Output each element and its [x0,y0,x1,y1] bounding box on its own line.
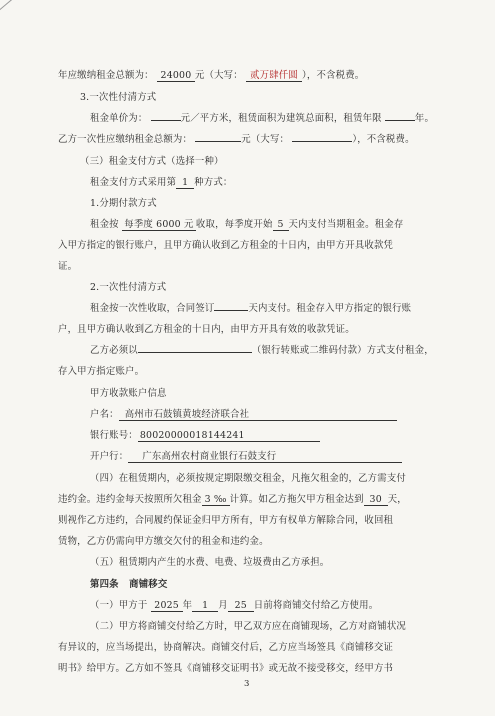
handover-year-value: 2025 [151,600,183,612]
lease-years-blank [385,120,415,121]
text-line: （二）甲方将商铺交付给乙方时，甲乙双方应在商铺现场，乙方对商铺状况 [90,621,406,632]
text: 元（大写： [194,70,243,81]
text: 年应缴纳租金总额为： [58,70,154,81]
line-annual-total [58,69,364,82]
text: 日前将商铺交付给乙方使用。 [253,600,379,611]
section-utilities: （五）租赁期内产生的水费、电费、垃圾费由乙方承担。 [90,557,330,568]
text-line: 赁物，乙方仍需向甲方缴交欠付的租金和违约金。 [58,536,269,547]
text: （一）甲方于 [90,600,148,611]
text: 种方式： [194,177,233,188]
text: 天内支付。租金存入甲方指定的银行账 [248,303,412,314]
text: 违约金。违约金每天按照所欠租金 [58,494,202,505]
line-installment-terms [90,218,403,231]
corner-fold-mark [0,0,28,15]
account-info-title: 甲方收款账户信息 [90,388,167,399]
text: 租金支付方式采用第 [90,177,177,188]
text: ），不含税费。 [302,70,365,81]
text-line: 户，且甲方确认收到乙方租金的十日内，由甲方开具有效的收款凭证。 [58,324,355,335]
text: 月 [218,600,228,611]
lumpsum-chinese-blank [292,141,352,142]
unit-price-blank [151,120,181,121]
text: 租金单价为： [90,113,148,124]
text: 年 [182,600,193,611]
text: 天内支付当期租金。租金存 [288,219,404,230]
lumpsum-days-blank [214,310,248,311]
line-lumpsum-total [58,133,415,146]
account-number-label: 银行账号： [90,430,138,441]
text-line: 有异议的，应当场提出，协商解决。商铺交付后，乙方应当场签具《商铺移交证 [58,642,394,653]
installment-amount-value: 每季度 6000 元 [122,219,196,231]
line-unit-price [90,112,434,125]
line-handover-date [90,599,378,612]
handover-day-value: 25 [228,600,254,612]
annual-amount-chinese: 贰万肆仟圆 [246,70,302,82]
article-title: 商铺移交 [129,579,168,590]
text-line: 存入甲方指定账户。 [58,366,145,377]
text: ），不含税费。 [352,134,415,145]
line-penalty-terms [58,493,407,506]
line-lumpsum-title: 2.一次性付清方式 [90,282,167,293]
payment-channel-blank [138,352,252,353]
handover-month-value: 1 [192,600,218,612]
bank-branch-value: 广东高州农村商业银行石鼓支行 [128,451,402,463]
text-line: 证。 [58,261,78,272]
penalty-rate-value: 3 ‰ [202,494,230,506]
line-payment-channel [90,344,434,357]
account-name-line [90,408,397,421]
text-line: 明书》给甲方。乙方如不签具《商铺移交证明书》或无故不接受移交，经甲方书 [58,663,394,674]
lumpsum-amount-blank [195,141,241,142]
text: 租金按 [90,219,119,230]
account-number-value: 80020000018144241 [138,430,320,442]
article-four-heading [90,578,167,591]
account-name-value: 高州市石鼓镇黄坡经济联合社 [119,409,397,421]
section-late-payment: （四）在租赁期内，必须按规定期限缴交租金，凡拖欠租金的，乙方需支付 [90,473,406,484]
text: 年。 [414,113,435,124]
text-line: 入甲方指定的银行账户，且甲方确认收到乙方租金的十日内，由甲方开具收款凭 [58,240,394,251]
text-line: 则视作乙方违约，合同履约保证金归甲方所有，甲方有权单方解除合同，收回租 [58,515,394,526]
line-lumpsum-terms [90,302,411,315]
account-name-label: 户名： [90,409,119,420]
installment-days-value: 5 [273,219,289,231]
text: （银行转账或二维码付款）方式支付租金， [251,345,434,356]
text: 乙方必须以 [90,345,138,356]
line-installment-title: 1.分期付款方式 [90,198,157,209]
section-payment-method: （三）租金支付方式（选择一种） [80,156,224,167]
bank-branch-label: 开户行： [90,451,129,462]
default-days-value: 30 [364,494,388,506]
line-method3-title: 3.一次性付清方式 [80,92,157,103]
line-method-choice [90,176,233,189]
annual-amount-value: 24000 [157,70,195,82]
method-choice-value: 1 [176,177,194,189]
text: 乙方一次性应缴纳租金总额为： [58,134,193,145]
text: 租金按一次性收取，合同签订 [90,303,215,314]
text: 元（大写： [241,134,290,145]
text: 元／平方米，租赁面积为建筑总面积，租赁年限 [180,113,382,124]
text: 天， [387,494,407,505]
page-number: 3 [244,679,250,689]
text: 收取，每季度开始 [195,219,273,230]
article-number: 第四条 [90,579,119,590]
text: 计算。如乙方拖欠甲方租金达到 [229,494,364,505]
account-number-line [90,429,320,442]
bank-branch-line [90,450,402,463]
